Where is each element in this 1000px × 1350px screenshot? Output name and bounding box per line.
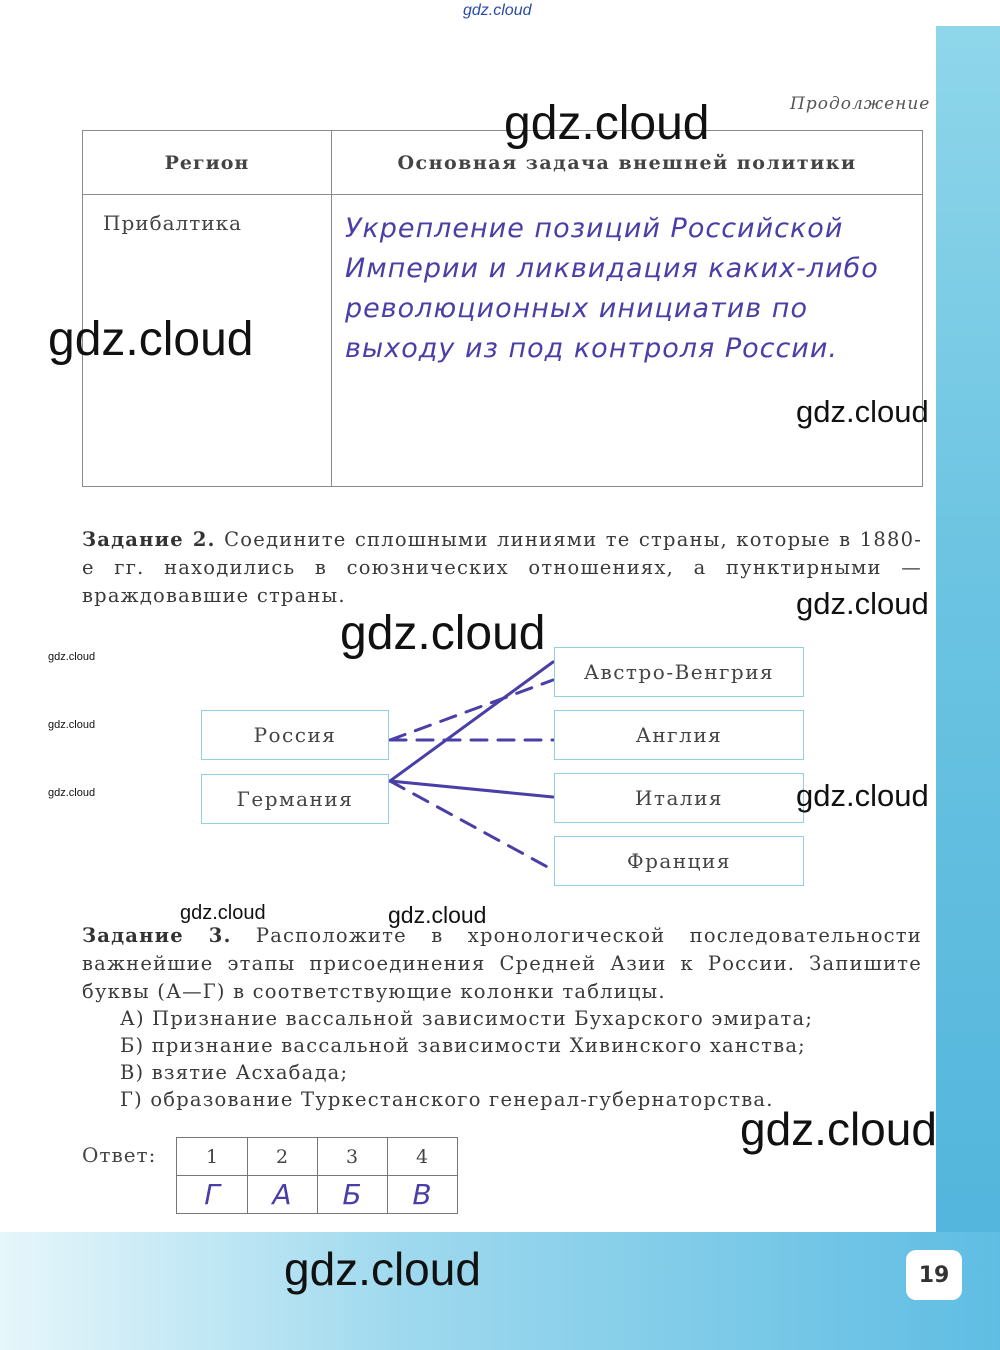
watermark: gdz.cloud [796, 394, 929, 429]
watermark-top: gdz.cloud [463, 2, 532, 19]
region-cell: Прибалтика [103, 211, 243, 235]
answer-letter-cell[interactable]: А [272, 1178, 292, 1211]
country-box-italy[interactable]: Италия [554, 773, 804, 823]
task-2-body: Соедините сплошными линиями те страны, которые в 1880-е гг. находились в союзнических отношениях, а пунктирными — враждовавшие страны. [82, 528, 923, 607]
country-box-russia[interactable]: Россия [201, 710, 389, 760]
answer-letter-cell[interactable]: Г [204, 1178, 220, 1211]
task-3-items [120, 1005, 920, 1113]
handwritten-answer[interactable]: Укрепление позиций Российской Империи и ликвидация каких-либо революционных инициатив по выходу из под контроля России. [345, 213, 879, 364]
task-3-text [82, 922, 922, 1006]
watermark: gdz.cloud [796, 778, 929, 813]
list-item: Г) образование Туркестанского генерал-губернаторства. [120, 1088, 774, 1111]
list-item: Б) признание вассальной зависимости Хивинского ханства; [120, 1034, 806, 1057]
answer-number: 1 [205, 1146, 219, 1168]
watermark: gdz.cloud [284, 1243, 481, 1295]
answer-column [247, 1138, 317, 1213]
answer-letter-cell[interactable]: В [412, 1178, 432, 1211]
answer-letter-cell[interactable]: Б [342, 1178, 362, 1211]
column-header-task: Основная задача внешней политики [397, 151, 857, 174]
watermark: gdz.cloud [180, 902, 266, 924]
answer-number: 2 [275, 1146, 289, 1168]
answer-column [317, 1138, 387, 1213]
answer-table [176, 1137, 458, 1214]
answer-number: 4 [415, 1146, 429, 1168]
watermark: gdz.cloud [388, 902, 487, 928]
alliance-line-germany-austria [390, 662, 553, 781]
country-box-germany[interactable]: Германия [201, 774, 389, 824]
task-3-body: Расположите в хронологической последовательности важнейшие этапы присоединения Средней Азии к России. Запишите буквы (А—Г) в соответствующие колонки таблицы. [82, 924, 922, 1003]
watermark: gdz.cloud [48, 313, 254, 366]
watermark: gdz.cloud [796, 586, 929, 621]
continuation-label: Продолжение [790, 94, 931, 114]
watermark: gdz.cloud [48, 719, 96, 731]
answer-number: 3 [345, 1146, 359, 1168]
watermark: gdz.cloud [504, 97, 710, 150]
country-box-austria-hungary[interactable]: Австро-Венгрия [554, 647, 804, 697]
task-3-label: Задание 3. [82, 924, 232, 947]
watermark: gdz.cloud [740, 1103, 937, 1155]
answer-column [387, 1138, 457, 1213]
country-box-france[interactable]: Франция [554, 836, 804, 886]
watermark: gdz.cloud [48, 787, 96, 799]
enmity-line-russia-austria [390, 680, 553, 740]
column-header-region: Регион [164, 151, 250, 174]
list-item: В) взятие Асхабада; [120, 1061, 349, 1084]
answer-column [177, 1138, 247, 1213]
watermark: gdz.cloud [48, 651, 96, 663]
page-number: 19 [906, 1250, 962, 1300]
list-item: А) Признание вассальной зависимости Бухарского эмирата; [120, 1007, 814, 1030]
country-box-england[interactable]: Англия [554, 710, 804, 760]
watermark: gdz.cloud [340, 607, 546, 660]
answer-label: Ответ: [82, 1143, 157, 1167]
task-2-label: Задание 2. [82, 528, 216, 551]
